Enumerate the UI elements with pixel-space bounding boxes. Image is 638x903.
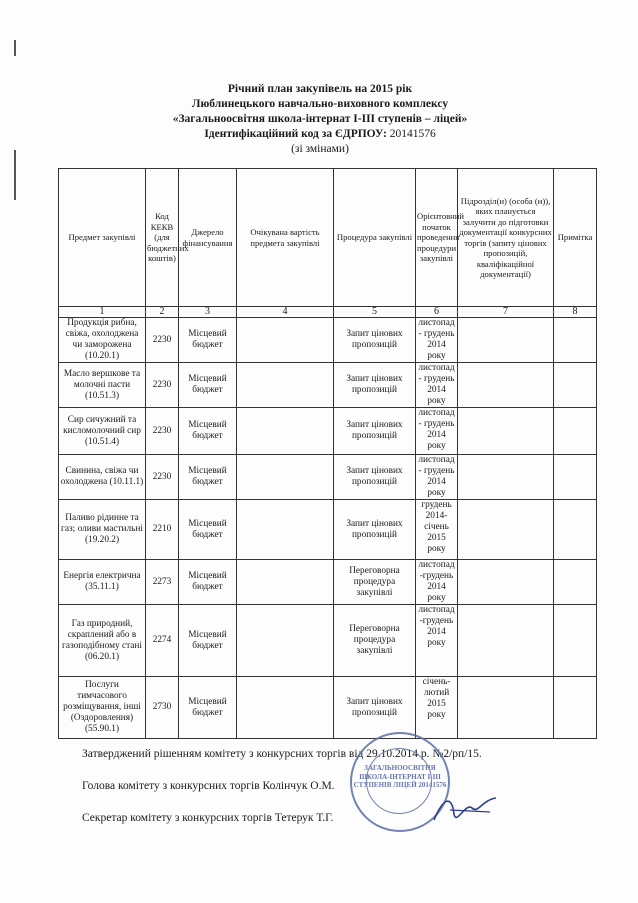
- source-cell: Місцевий бюджет: [179, 605, 237, 677]
- table-row: [59, 408, 597, 455]
- document-title: Річний план закупівель на 2015 рік: [227, 83, 413, 95]
- edrpou-code: Ідентифікаційний код за ЄДРПОУ: 20141576: [204, 128, 436, 140]
- institution-name-2: «Загальноосвітня школа-інтернат І-ІІІ ступенів – ліцей»: [172, 113, 468, 125]
- procedure-cell: Запит цінових пропозицій: [334, 455, 416, 500]
- source-cell: Місцевий бюджет: [179, 318, 237, 363]
- note-cell: [554, 677, 597, 739]
- kekv-cell: 2230: [146, 408, 179, 455]
- subject-cell: Сир сичужний та кисломолочний сир (10.51.4): [59, 408, 146, 455]
- committee-head-line: Голова комітету з конкурсних торгів Колінчук О.М.: [82, 780, 335, 792]
- department-cell: [458, 605, 554, 677]
- department-cell: [458, 500, 554, 560]
- start-date-cell: січень- лютий 2015 року: [416, 677, 458, 739]
- table-row: [59, 363, 597, 408]
- table-row: [59, 605, 597, 677]
- table-row: [59, 318, 597, 363]
- column-header: Очікувана вартість предмета закупівлі: [237, 169, 334, 307]
- source-cell: Місцевий бюджет: [179, 408, 237, 455]
- department-cell: [458, 677, 554, 739]
- table-header-row: [59, 169, 597, 307]
- table-row: [59, 500, 597, 560]
- note-cell: [554, 363, 597, 408]
- signature: [430, 792, 500, 828]
- note-cell: [554, 408, 597, 455]
- note-cell: [554, 500, 597, 560]
- start-date-cell: листопад - грудень 2014 року: [416, 455, 458, 500]
- note-cell: [554, 455, 597, 500]
- subject-cell: Продукція рибна, свіжа, охолоджена чи заморожена (10.20.1): [59, 318, 146, 363]
- subject-cell: Свинина, свіжа чи охолоджена (10.11.1): [59, 455, 146, 500]
- source-cell: Місцевий бюджет: [179, 455, 237, 500]
- value-cell: [237, 455, 334, 500]
- start-date-cell: листопад -грудень 2014 року: [416, 560, 458, 605]
- value-cell: [237, 363, 334, 408]
- department-cell: [458, 455, 554, 500]
- table-row: [59, 560, 597, 605]
- subject-cell: Послуги тимчасового розміщування, інші (Оздоровлення) (55.90.1): [59, 677, 146, 739]
- value-cell: [237, 677, 334, 739]
- source-cell: Місцевий бюджет: [179, 677, 237, 739]
- value-cell: [237, 408, 334, 455]
- table-row: [59, 455, 597, 500]
- value-cell: [237, 500, 334, 560]
- procedure-cell: Запит цінових пропозицій: [334, 408, 416, 455]
- procedure-cell: Переговорна процедура закупівлі: [334, 560, 416, 605]
- source-cell: Місцевий бюджет: [179, 363, 237, 408]
- value-cell: [237, 605, 334, 677]
- note-cell: [554, 318, 597, 363]
- department-cell: [458, 408, 554, 455]
- table-row: [59, 677, 597, 739]
- column-header: Підрозділ(и) (особа (и)), яких планується залучити до підготовки документації конкурсних торгів (запиту цінових пропозицій, кваліфікаційної документації): [458, 169, 554, 307]
- procedure-cell: Запит цінових пропозицій: [334, 363, 416, 408]
- department-cell: [458, 318, 554, 363]
- department-cell: [458, 363, 554, 408]
- scan-edge-mark: [14, 150, 16, 200]
- start-date-cell: листопад - грудень 2014 року: [416, 408, 458, 455]
- procedure-cell: Запит цінових пропозицій: [334, 677, 416, 739]
- scan-edge-mark: [14, 40, 16, 56]
- kekv-cell: 2210: [146, 500, 179, 560]
- source-cell: Місцевий бюджет: [179, 560, 237, 605]
- procurement-table: [58, 168, 597, 739]
- kekv-cell: 2230: [146, 455, 179, 500]
- kekv-cell: 2730: [146, 677, 179, 739]
- department-cell: [458, 560, 554, 605]
- start-date-cell: листопад -грудень 2014 року: [416, 605, 458, 677]
- document-header: [120, 82, 520, 157]
- column-header: Орієнтовний початок проведення процедури закупівлі: [416, 169, 458, 307]
- committee-secretary-line: Секретар комітету з конкурсних торгів Тетерук Т.Г.: [82, 812, 334, 824]
- kekv-cell: 2274: [146, 605, 179, 677]
- start-date-cell: грудень 2014- січень 2015 року: [416, 500, 458, 560]
- approval-line: Затверджений рішенням комітету з конкурсних торгів від 29.10.2014 р. №2/рп/15.: [82, 748, 482, 760]
- procedure-cell: Переговорна процедура закупівлі: [334, 605, 416, 677]
- note-cell: [554, 560, 597, 605]
- start-date-cell: листопад - грудень 2014 року: [416, 363, 458, 408]
- subject-cell: Газ природний, скраплений або в газоподібному стані (06.20.1): [59, 605, 146, 677]
- institution-name: Люблинецького навчально-виховного комплексу: [191, 98, 449, 110]
- kekv-cell: 2230: [146, 363, 179, 408]
- value-cell: [237, 318, 334, 363]
- procedure-cell: Запит цінових пропозицій: [334, 318, 416, 363]
- stamp-text: ЗАГАЛЬНООСВІТНЯ ШКОЛА-ІНТЕРНАТ І-ІІІ СТУПЕНІВ ЛІЦЕЙ 20141576: [353, 764, 447, 789]
- procedure-cell: Запит цінових пропозицій: [334, 500, 416, 560]
- column-number-row: 1 2 3 4 5 6 7 8: [59, 307, 597, 318]
- subject-cell: Паливо рідинне та газ; оливи мастильні (19.20.2): [59, 500, 146, 560]
- subject-cell: Енергія електрична (35.11.1): [59, 560, 146, 605]
- source-cell: Місцевий бюджет: [179, 500, 237, 560]
- column-header: Джерело фінансування: [179, 169, 237, 307]
- column-header: Процедура закупівлі: [334, 169, 416, 307]
- kekv-cell: 2273: [146, 560, 179, 605]
- amendment-note: (зі змінами): [291, 143, 349, 155]
- column-header: Примітка: [554, 169, 597, 307]
- column-header: Код КЕКВ (для бюджетних коштів): [146, 169, 179, 307]
- column-header: Предмет закупівлі: [59, 169, 146, 307]
- note-cell: [554, 605, 597, 677]
- kekv-cell: 2230: [146, 318, 179, 363]
- start-date-cell: листопад - грудень 2014 року: [416, 318, 458, 363]
- subject-cell: Масло вершкове та молочні пасти (10.51.3): [59, 363, 146, 408]
- value-cell: [237, 560, 334, 605]
